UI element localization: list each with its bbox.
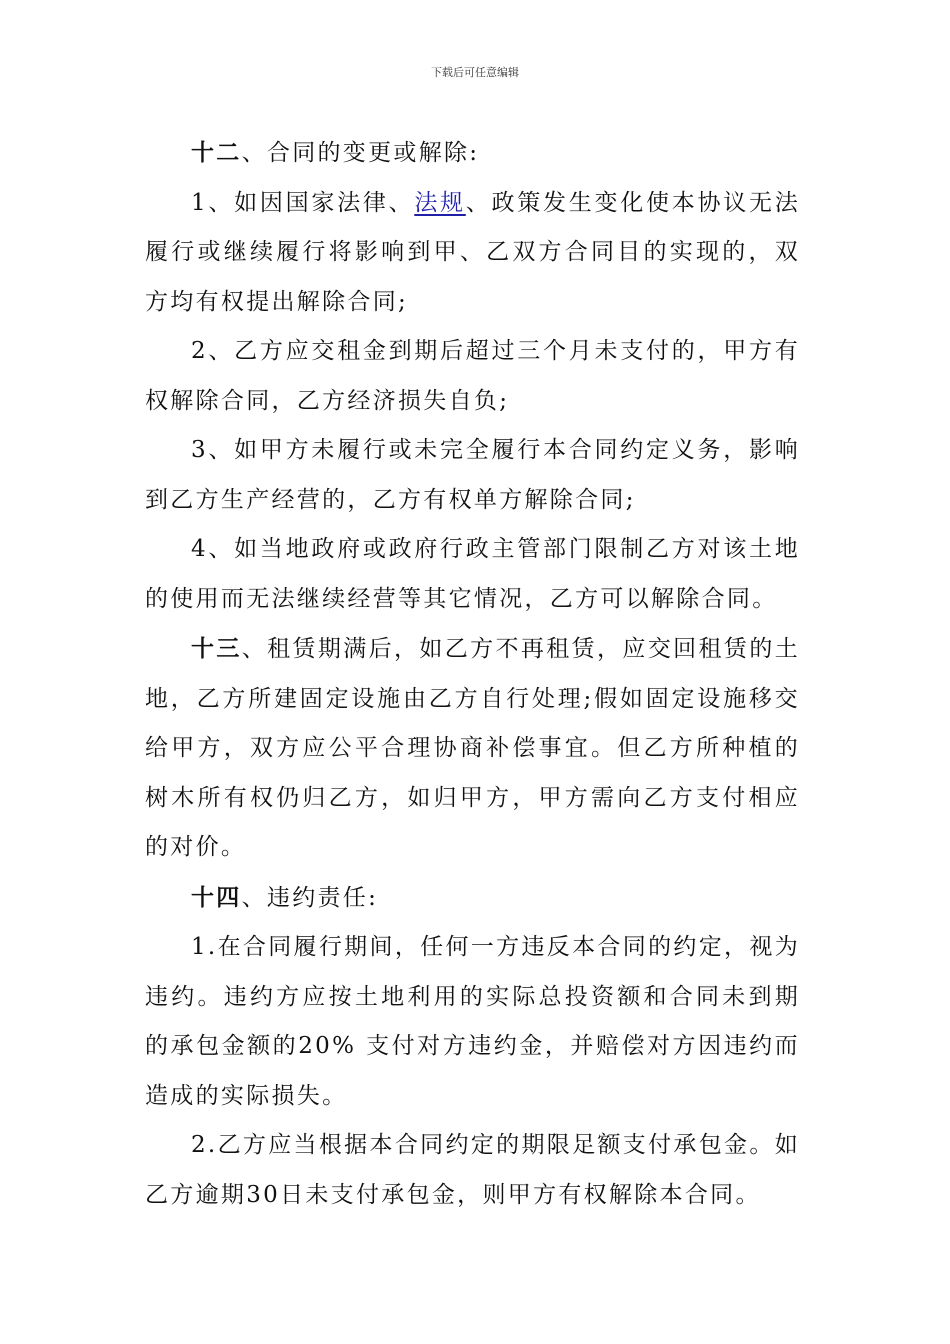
clause-text: 1、如因国家法律、	[191, 189, 415, 216]
regulations-link[interactable]: 法规	[414, 189, 466, 216]
clause-12-1	[145, 179, 800, 328]
document-body	[145, 128, 800, 1220]
section-12-heading	[145, 128, 800, 179]
section-14-heading	[145, 873, 800, 924]
section-number: 十四	[191, 883, 242, 911]
section-title: 、违约责任:	[241, 884, 379, 911]
section-number: 十三	[191, 635, 242, 662]
clause-12-4: 4、如当地政府或政府行政主管部门限制乙方对该土地的使用而无法继续经营等其它情况，乙方可以解除合同。	[145, 536, 800, 612]
clause-text: 、政策发生变化使本协议无法履行或继续履行将影响到甲、乙双方合同目的实现的，双方均有权提出解除合同;	[145, 189, 800, 315]
section-number: 十二	[191, 139, 242, 166]
clause-12-2: 2、乙方应交租金到期后超过三个月未支付的，甲方有权解除合同，乙方经济损失自负;	[145, 338, 800, 414]
clause-14-1: 1.在合同履行期间，任何一方违反本合同的约定，视为违约。违约方应按土地利用的实际总投资额和合同未到期的承包金额的20% 支付对方违约金，并赔偿对方因违约而造成的实际损失。	[145, 934, 800, 1109]
clause-12-3: 3、如甲方未履行或未完全履行本合同约定义务，影响到乙方生产经营的，乙方有权单方解除合同;	[145, 437, 800, 513]
section-13	[145, 624, 800, 873]
page-header: 下载后可任意编辑	[431, 66, 519, 79]
clause-14-2: 2.乙方应当根据本合同约定的期限足额支付承包金。如乙方逾期30日未支付承包金，则甲方有权解除本合同。	[145, 1132, 800, 1208]
section-title: 、合同的变更或解除:	[241, 140, 480, 166]
section-text: 、租赁期满后，如乙方不再租赁，应交回租赁的土地，乙方所建固定设施由乙方自行处理;假如固定设施移交给甲方，双方应公平合理协商补偿事宜。但乙方所种植的树木所有权仍归乙方，如归甲方，甲方需向乙方支付相应的对价。	[145, 636, 800, 860]
